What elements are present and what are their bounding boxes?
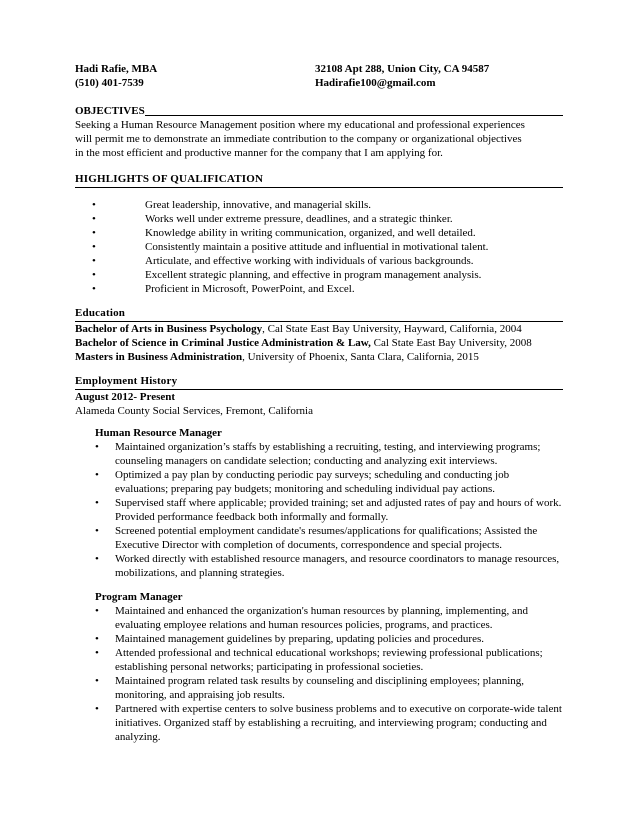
bullet-icon: •: [95, 633, 99, 645]
duty-list: [95, 604, 563, 744]
bullet-icon: •: [92, 283, 96, 295]
bullet-icon: •: [95, 703, 99, 715]
bullet-icon: •: [95, 469, 99, 481]
list-item: • Articulate, and effective working with individuals of various backgrounds.: [75, 254, 563, 268]
list-item: • Maintained program related task results by counseling and disciplining employees; planning, monitoring, and appraising job results.: [95, 675, 525, 701]
bullet-icon: •: [92, 269, 96, 281]
list-item: • Works well under extreme pressure, deadlines, and a strategic thinker.: [75, 212, 563, 226]
bullet-icon: •: [92, 213, 96, 225]
candidate-email: Hadirafie100@gmail.com: [315, 77, 436, 89]
duty-list: [95, 440, 563, 580]
resume-page: [75, 62, 563, 744]
education-entry: Bachelor of Science in Criminal Justice Administration & Law, Cal State East Bay University, 2008: [75, 337, 532, 349]
list-item: • Optimized a pay plan by conducting periodic pay surveys; scheduling and conducting job evaluations; preparing pay budgets; monitoring and scheduling individual pay actions.: [95, 469, 510, 495]
list-item: • Consistently maintain a positive attitude and influential in motivational talent.: [75, 240, 563, 254]
bullet-icon: •: [95, 497, 99, 509]
role-title: Program Manager: [95, 591, 183, 603]
header-row-1: [75, 62, 563, 76]
objectives-rule: [145, 104, 563, 116]
objectives-title: OBJECTIVES: [75, 105, 145, 117]
role-program-manager: [95, 590, 563, 744]
candidate-address: 32108 Apt 288, Union City, CA 94587: [315, 63, 490, 75]
bullet-icon: •: [95, 605, 99, 617]
education-entry: Masters in Business Administration, University of Phoenix, Santa Clara, California, 2015: [75, 351, 479, 363]
employment-heading: Employment History: [75, 374, 563, 390]
bullet-icon: •: [92, 241, 96, 253]
list-item: • Excellent strategic planning, and effective in program management analysis.: [75, 268, 563, 282]
list-item: • Knowledge ability in writing communication, organized, and well detailed.: [75, 226, 563, 240]
objectives-line: will permit me to demonstrate an immediate contribution to the company or organizational objectives: [75, 133, 522, 145]
bullet-icon: •: [95, 553, 99, 565]
education-heading: Education: [75, 306, 563, 322]
job-dates: August 2012- Present: [75, 391, 176, 403]
education-entry: Bachelor of Arts in Business Psychology, Cal State East Bay University, Hayward, California, 2004: [75, 323, 522, 335]
list-item: • Attended professional and technical educational workshops; reviewing professional publications; establishing personal networks; participating in professional societies.: [95, 647, 543, 673]
bullet-icon: •: [92, 199, 96, 211]
bullet-icon: •: [95, 675, 99, 687]
candidate-name: Hadi Rafie, MBA: [75, 63, 158, 75]
objectives-line: Seeking a Human Resource Management position where my educational and professional experiences: [75, 119, 525, 131]
bullet-icon: •: [95, 647, 99, 659]
list-item: • Screened potential employment candidate's resumes/applications for qualifications; Assisted the Executive Director with completion of documents, correspondence and special projects.: [95, 525, 538, 551]
objectives-line: in the most efficient and productive manner for the company that I am applying for.: [75, 147, 443, 159]
bullet-icon: •: [92, 227, 96, 239]
list-item: • Maintained and enhanced the organization's human resources by planning, implementing, and evaluating employee relations and human resources policies, programs, and practices.: [95, 605, 528, 631]
role-title: Human Resource Manager: [95, 427, 222, 439]
employer: Alameda County Social Services, Fremont, California: [75, 405, 313, 417]
objectives-heading: [75, 104, 563, 118]
list-item: • Proficient in Microsoft, PowerPoint, and Excel.: [75, 282, 563, 296]
header-row-2: [75, 76, 563, 90]
bullet-icon: •: [95, 441, 99, 453]
bullet-icon: •: [92, 255, 96, 267]
list-item: • Worked directly with established resource managers, and resource coordinators to manage resources, mobilizations, and planning strategies.: [95, 553, 560, 579]
list-item: • Maintained management guidelines by preparing, updating policies and procedures.: [95, 633, 484, 645]
candidate-phone: (510) 401-7539: [75, 77, 144, 89]
list-item: • Partnered with expertise centers to solve business problems and to executive on corporate-wide talent initiatives. Organized staff by establishing a recruiting, and interviewing program; conducting and analyzing.: [95, 703, 562, 743]
list-item: • Great leadership, innovative, and managerial skills.: [75, 198, 563, 212]
list-item: • Maintained organization’s staffs by establishing a recruiting, testing, and interviewing programs; counseling managers on candidate selection; conducting and analyzing exit interviews.: [95, 441, 541, 467]
role-hr-manager: [95, 426, 563, 580]
objectives-text: [75, 118, 563, 160]
list-item: • Supervised staff where applicable; provided training; set and adjusted rates of pay and hours of work. Provided performance feedback both informally and formally.: [95, 497, 562, 523]
bullet-icon: •: [95, 525, 99, 537]
highlights-heading: HIGHLIGHTS OF QUALIFICATION: [75, 172, 563, 188]
highlights-list: [75, 198, 563, 296]
